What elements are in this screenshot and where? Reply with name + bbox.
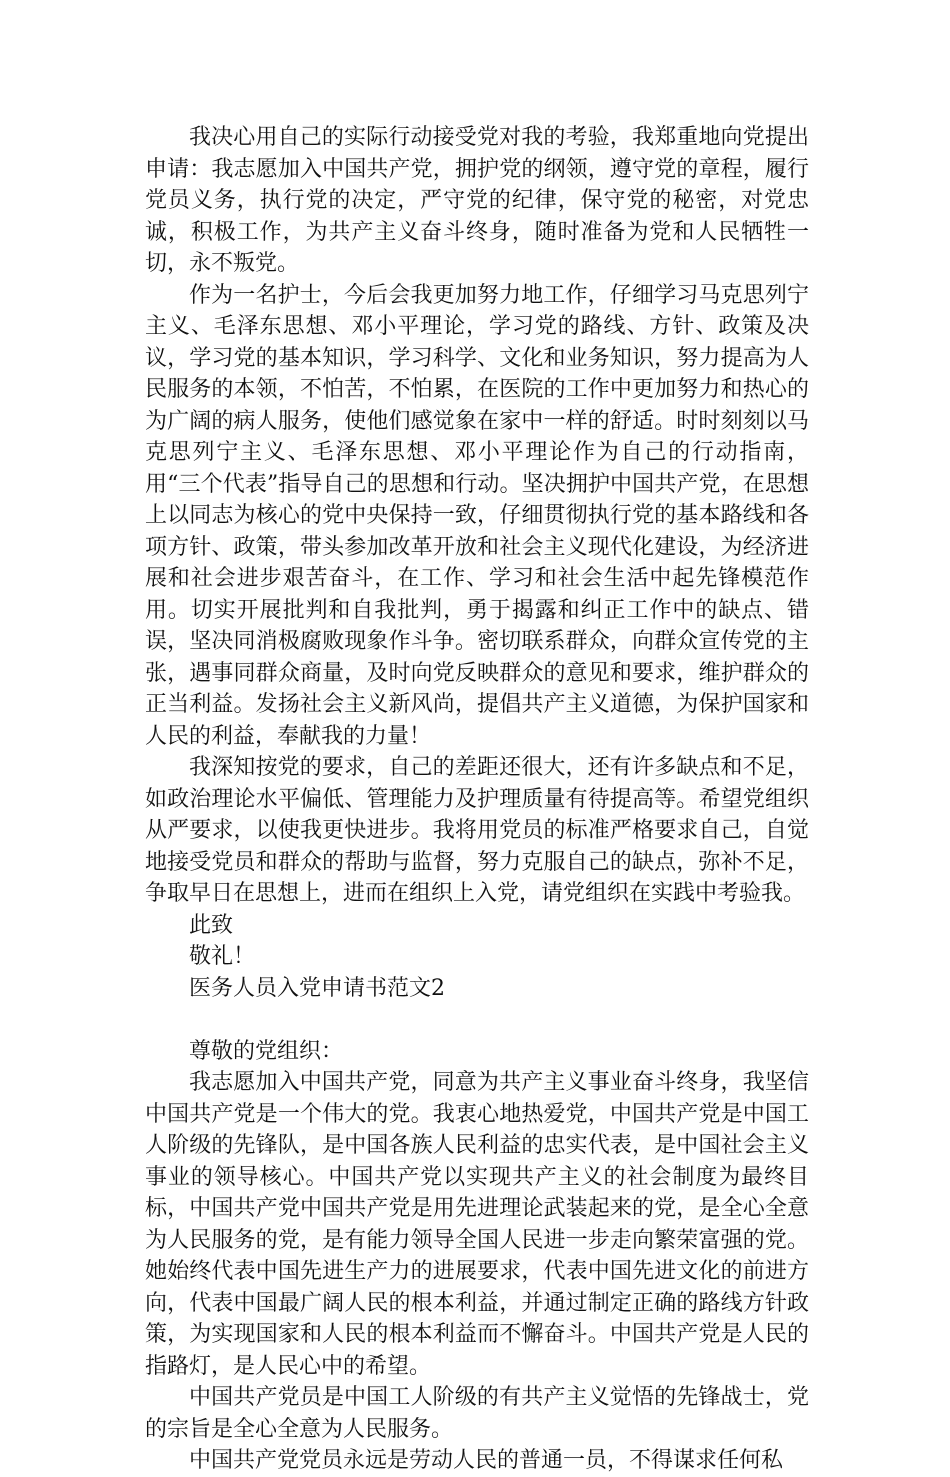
document-page bbox=[145, 122, 809, 1477]
paragraph-nurse-duty: 作为一名护士，今后会我更加努力地工作，仔细学习马克思列宁主义、毛泽东思想、邓小平理论，学习党的路线、方针、政策及决议，学习党的基本知识，学习科学、文化和业务知识，努力提高为人民服务的本领，不怕苦，不怕累，在医院的工作中更加努力和热心的为广阔的病人服务，使他们感觉象在家中一样的舒适。时时刻刻以马克思列宁主义、毛泽东思想、邓小平理论作为自己的行动指南，用“三个代表”指导自己的思想和行动。坚决拥护中国共产党，在思想上以同志为核心的党中央保持一致，仔细贯彻执行党的基本路线和各项方针、政策，带头参加改革开放和社会主义现代化建设，为经济进展和社会进步艰苦奋斗，在工作、学习和社会生活中起先锋模范作用。切实开展批判和自我批判，勇于揭露和纠正工作中的缺点、错误，坚决同消极腐败现象作斗争。密切联系群众，向群众宣传党的主张，遇事同群众商量，及时向党反映群众的意见和要求，维护群众的正当利益。发扬社会主义新风尚，提倡共产主义道德，为保护国家和人民的利益，奉献我的力量！ bbox=[145, 282, 809, 749]
section-title: 医务人员入党申请书范文2 bbox=[189, 975, 445, 1001]
closing-line-2: 敬礼！ bbox=[189, 944, 256, 969]
closing-line-1: 此致 bbox=[189, 912, 234, 938]
paragraph-member-ordinary: 中国共产党党员永远是劳动人民的普通一员，不得谋求任何私 bbox=[189, 1448, 784, 1473]
blank-line bbox=[145, 1004, 809, 1036]
paragraph-member-purpose: 中国共产党员是中国工人阶级的有共产主义觉悟的先锋战士，党的宗旨是全心全意为人民服务。 bbox=[145, 1385, 809, 1442]
salutation: 尊敬的党组织： bbox=[189, 1038, 344, 1064]
paragraph-commitment: 我决心用自己的实际行动接受党对我的考验，我郑重地向党提出申请：我志愿加入中国共产党，拥护党的纲领，遵守党的章程，履行党员义务，执行党的决定，严守党的纪律，保守党的秘密，对党忠诚，积极工作，为共产主义奋斗终身，随时准备为党和人民牺牲一切，永不叛党。 bbox=[145, 125, 809, 276]
paragraph-party-belief: 我志愿加入中国共产党，同意为共产主义事业奋斗终身，我坚信中国共产党是一个伟大的党。我衷心地热爱党，中国共产党是中国工人阶级的先锋队，是中国各族人民利益的忠实代表，是中国社会主义事业的领导核心。中国共产党以实现共产主义的社会制度为最终目标，中国共产党中国共产党是用先进理论武装起来的党，是全心全意为人民服务的党，是有能力领导全国人民进一步走向繁荣富强的党。她始终代表中国先进生产力的进展要求，代表中国先进文化的前进方向，代表中国最广阔人民的根本利益，并通过制定正确的路线方针政策，为实现国家和人民的根本利益而不懈奋斗。中国共产党是人民的指路灯，是人民心中的希望。 bbox=[145, 1070, 809, 1379]
paragraph-self-assessment: 我深知按党的要求，自己的差距还很大，还有许多缺点和不足，如政治理论水平偏低、管理能力及护理质量有待提高等。希望党组织从严要求，以使我更快进步。我将用党员的标准严格要求自己，自觉地接受党员和群众的帮助与监督，努力克服自己的缺点，弥补不足，争取早日在思想上，进而在组织上入党，请党组织在实践中考验我。 bbox=[145, 755, 809, 906]
